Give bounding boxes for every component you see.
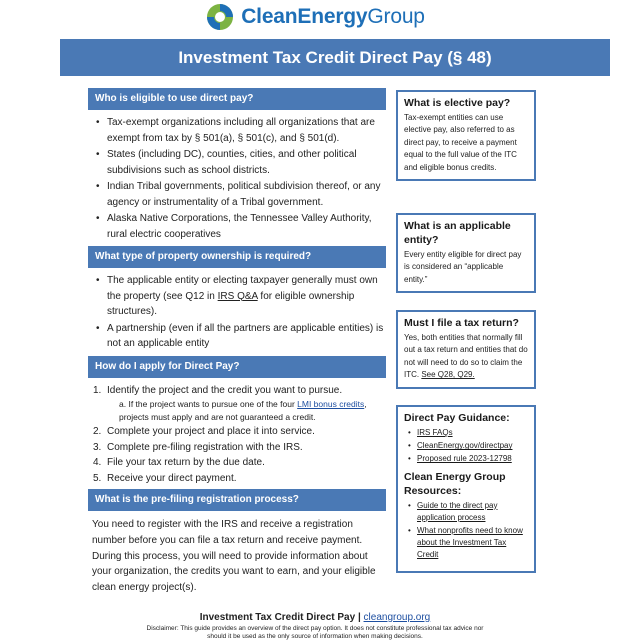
resources-title: Clean Energy Group Resources:	[404, 470, 506, 497]
applicable-entity-title: What is an applicable entity?	[404, 220, 511, 246]
sub-step-item: a. If the project wants to pursue one of the four LMI bonus credits, projects must apply and are not guaranteed a credit.	[119, 399, 367, 422]
guide-direct-pay-link[interactable]: • Guide to the direct pay application process	[417, 500, 528, 524]
cleanenergy-gov-link[interactable]: • CleanEnergy.gov/directpay	[417, 440, 528, 452]
section-heading-ownership: What type of property ownership is required?	[88, 246, 386, 268]
page-title: Investment Tax Credit Direct Pay (§ 48)	[60, 39, 610, 76]
elective-pay-text: Tax-exempt entities can use elective pay, also referred to as direct pay, to receive a payment equal to the full value of the ITC and eligible bonus credits.	[404, 113, 517, 172]
elective-pay-title: What is elective pay?	[404, 97, 511, 109]
section-heading-apply: How do I apply for Direct Pay?	[88, 356, 386, 378]
ownership-list	[88, 273, 386, 352]
step-item: 4. File your tax return by the due date.	[93, 457, 265, 468]
list-item: • The applicable entity or electing taxpayer generally must own the property (see Q12 in IRS Q&A for eligible ownership structures).	[107, 273, 386, 320]
logo	[0, 0, 630, 34]
tax-return-text: Yes, both entities that normally fill out a tax return and entities that do not will need to do so to claim the ITC. See Q28, Q29.	[404, 333, 528, 380]
irs-qa-link[interactable]: IRS Q&A	[217, 290, 258, 302]
tax-return-box	[396, 310, 536, 389]
applicable-entity-box	[396, 213, 536, 293]
see-q28-q29-link[interactable]: See Q28, Q29.	[421, 370, 475, 380]
step-item: 2. Complete your project and place it into service.	[93, 426, 315, 437]
apply-steps	[88, 383, 386, 487]
eligible-list	[88, 115, 386, 242]
main-column	[88, 88, 386, 596]
step-item: 1. Identify the project and the credit you want to pursue.	[93, 384, 343, 396]
tax-return-title: Must I file a tax return?	[404, 317, 519, 329]
list-item: • Indian Tribal governments, political subdivision thereof, or any agency or instrumentality of a Tribal government.	[107, 179, 386, 210]
guidance-links	[404, 427, 528, 466]
elective-pay-box	[396, 90, 536, 181]
irs-faqs-link[interactable]: • IRS FAQs	[417, 427, 528, 439]
applicable-entity-text: Every entity eligible for direct pay is considered an “applicable entity.”	[404, 250, 522, 284]
section-heading-prefiling: What is the pre-filing registration process?	[88, 489, 386, 511]
list-item: • Tax-exempt organizations including all organizations that are exempt from tax by § 501(a), § 501(c), and § 501(d).	[107, 115, 386, 146]
proposed-rule-link[interactable]: • Proposed rule 2023-12798	[417, 453, 528, 465]
lmi-bonus-credits-link[interactable]: LMI bonus credits	[297, 399, 365, 409]
prefiling-text: You need to register with the IRS and receive a registration number before you can file a tax return and receive payment. During this process, you will need to provide information about your organization, the credits you want to earn, and your eligible clean energy project(s).	[92, 519, 376, 594]
clean-energy-group-logo-icon	[205, 2, 235, 32]
footer	[0, 612, 630, 640]
nonprofits-itc-link[interactable]: • What nonprofits need to know about the Investment Tax Credit	[417, 525, 528, 562]
list-item: • Alaska Native Corporations, the Tennessee Valley Authority, rural electric cooperatives	[107, 211, 386, 242]
step-item: 3. Complete pre-filing registration with the IRS.	[93, 441, 303, 453]
list-item: • States (including DC), counties, cities, and other political subdivisions such as school districts.	[107, 147, 386, 178]
step-item: 5. Receive your direct payment.	[93, 472, 237, 484]
footer-title: Investment Tax Credit Direct Pay | cleangroup.org	[199, 612, 431, 623]
guidance-title: Direct Pay Guidance:	[404, 412, 510, 424]
section-heading-eligible: Who is eligible to use direct pay?	[88, 88, 386, 110]
list-item: • A partnership (even if all the partners are applicable entities) is not an applicable entity	[107, 321, 386, 352]
guidance-box	[396, 405, 536, 573]
resources-links	[404, 500, 528, 562]
disclaimer: Disclaimer: This guide provides an overview of the direct pay option. It does not constitute professional tax advice nor should it be used as the only source of information when making decisions.	[146, 625, 484, 640]
footer-link[interactable]: cleangroup.org	[363, 612, 431, 623]
brand-name: CleanEnergyGroup	[241, 5, 425, 28]
